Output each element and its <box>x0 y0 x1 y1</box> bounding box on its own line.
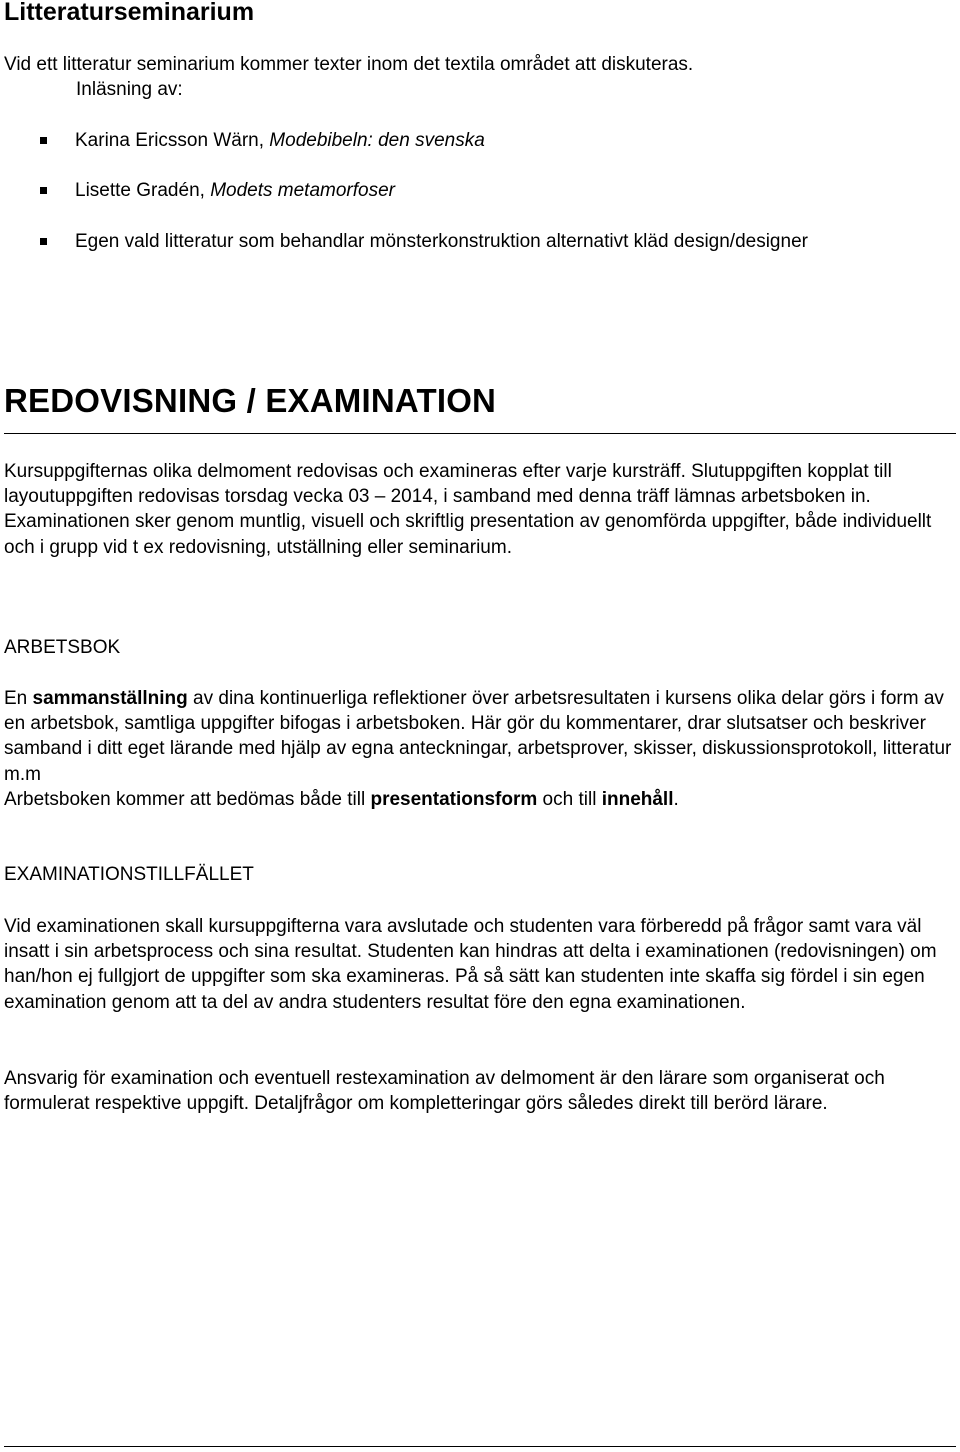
reading-author: Karina Ericsson Wärn, <box>75 130 270 151</box>
section-heading: REDOVISNING / EXAMINATION <box>4 382 497 419</box>
text-run: Arbetsboken kommer att bedömas både till <box>4 788 371 810</box>
emphasis-text: presentationsform <box>370 788 538 810</box>
reading-author: Lisette Gradén, <box>75 180 211 201</box>
intro-paragraph <box>4 52 693 102</box>
arbetsbok-heading: ARBETSBOK <box>4 637 121 658</box>
ansvar-paragraph: Ansvarig för examination och eventuell restexamination av delmoment är den lärare som organiserat och formulerat respektive uppgift. Detaljfrågor om kompletteringar görs således direkt till berörd lärare. <box>4 1068 885 1115</box>
emphasis-text: sammanställning <box>32 688 188 709</box>
arbetsbok-paragraph <box>4 686 954 812</box>
text-run: . <box>673 788 679 810</box>
bullet-icon <box>40 238 47 245</box>
intro-reading-label: Inläsning av: <box>76 79 183 101</box>
emphasis-text: innehåll <box>601 788 674 810</box>
page-title: Litteraturseminarium <box>4 0 255 26</box>
reading-title: Modebibeln: den svenska <box>269 130 485 151</box>
examinationstillfallet-heading: EXAMINATIONSTILLFÄLLET <box>4 864 254 885</box>
text-run: av dina kontinuerliga reflektioner över arbetsresultaten i kursens olika delar görs i form av en arbetsbok, samtliga uppgifter bifogas i arbetsboken. Här gör du kommentarer, drar slutsatser och beskriver samband i ditt eget lärande med hjälp av egna anteckningar, arbetsprover, skisser, diskussionsprotokoll, litteratur m.m <box>4 688 952 785</box>
text-run: En <box>4 688 33 709</box>
bullet-icon <box>40 137 47 144</box>
bullet-icon <box>40 187 47 194</box>
text-run: och till <box>537 788 602 810</box>
reading-title: Modets metamorfoser <box>210 180 395 201</box>
intro-line: Vid ett litteratur seminarium kommer texter inom det textila området att diskuteras. <box>4 54 694 75</box>
heading-rule <box>4 433 956 434</box>
redovisning-paragraph: Kursuppgifternas olika delmoment redovisas och examineras efter varje kursträff. Slutuppgiften kopplat till layoutuppgiften redovisas torsdag vecka 03 – 2014, i samband med denna träff lämnas arbetsboken in. Examinationen sker genom muntlig, visuell och skriftlig presentation av genomförda uppgifter, både individuellt och i grupp vid t ex redovisning, utställning eller seminarium. <box>4 461 932 558</box>
page-bottom-rule <box>4 1446 956 1447</box>
examinationstillfallet-paragraph: Vid examinationen skall kursuppgifterna vara avslutade och studenten vara förberedd på frågor samt vara väl insatt i sin arbetsprocess och sina resultat. Studenten kan hindras att delta i examinationen (redovisningen) om han/hon ej fullgjort de uppgifter som ska examineras. På så sätt kan studenten inte skaffa sig fördel i sin egen examination genom att ta del av andra studenters resultat före den egna examinationen. <box>4 916 937 1013</box>
reading-author: Egen vald litteratur som behandlar mönsterkonstruktion alternativt kläd design/designer <box>75 231 808 252</box>
